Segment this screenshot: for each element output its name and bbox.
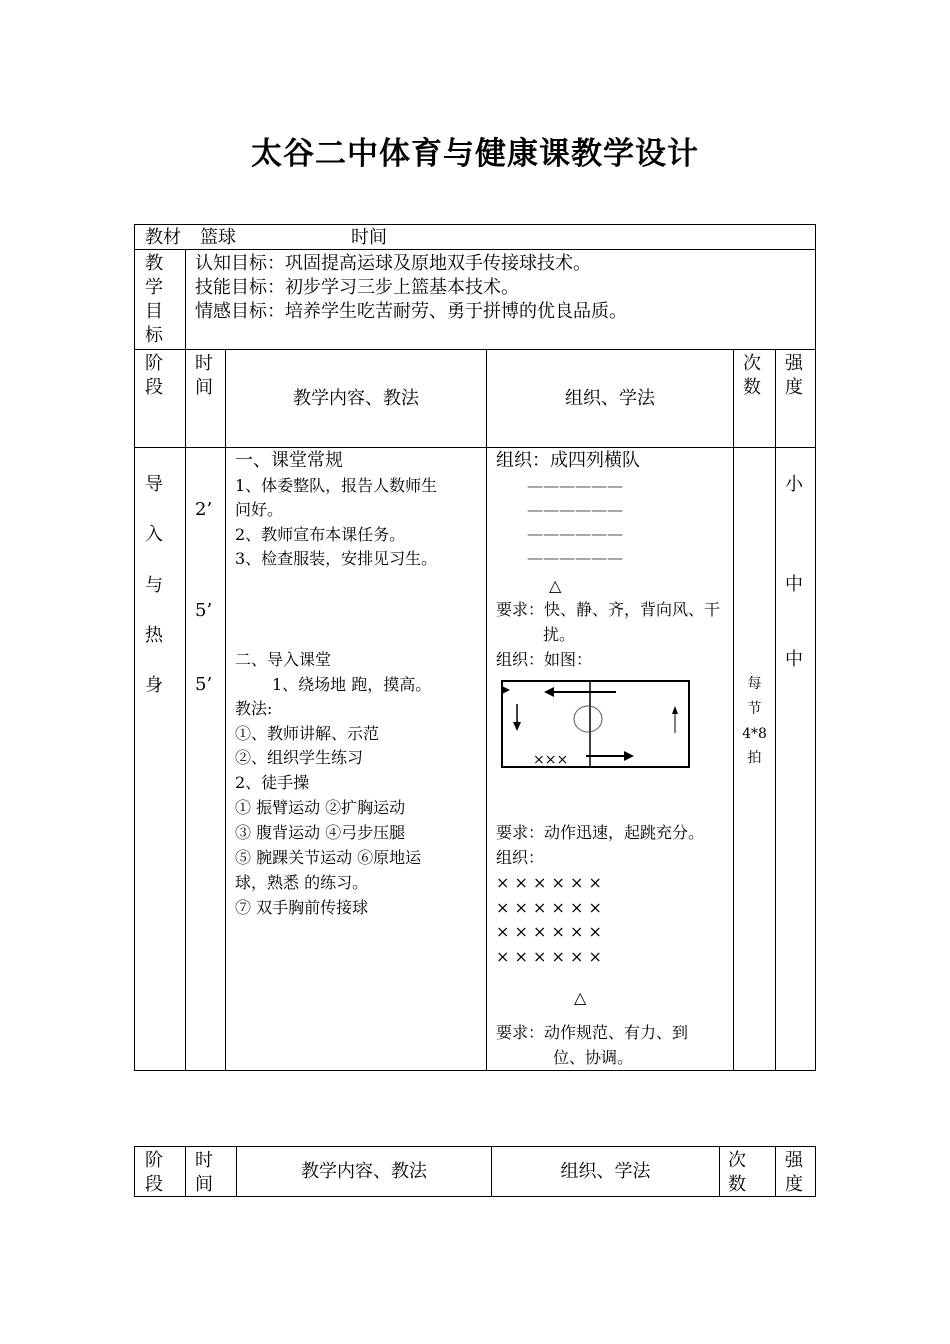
content-line: ⑤ 腕踝关节运动 ⑥原地运 — [235, 848, 422, 867]
time-label: 时间 — [351, 227, 387, 248]
intensity-value-2: 中 — [785, 574, 803, 595]
formation-line: —————— — [527, 548, 623, 567]
t2-intensity-1: 强 — [785, 1150, 803, 1171]
org-requirement-1-cont: 扰。 — [543, 625, 576, 644]
org-requirement-3: 要求：动作规范、有力、到 — [496, 1023, 689, 1042]
objectives-label-1: 教 — [145, 253, 163, 274]
content-line: 教法: — [235, 699, 273, 718]
intensity-value-1: 小 — [785, 474, 803, 495]
stage-char-5: 身 — [145, 675, 163, 696]
objectives-label-2: 学 — [145, 277, 163, 298]
t2-organization: 组织、学法 — [560, 1161, 651, 1182]
content-line: 球，熟悉 的练习。 — [235, 873, 369, 892]
count-line: 4*8 — [742, 726, 767, 742]
org-requirement-2: 要求：动作迅速，起跳充分。 — [496, 823, 705, 842]
col-time-1: 时 — [195, 353, 213, 374]
t2-stage-2: 段 — [145, 1174, 163, 1195]
teacher-triangle-icon: △ — [549, 576, 562, 595]
col-count-2: 数 — [743, 377, 761, 398]
objective-cognitive: 认知目标：巩固提高运球及原地双手传接球技术。 — [195, 253, 591, 274]
objectives-label-3: 目 — [145, 301, 163, 322]
count-line: 拍 — [747, 750, 762, 766]
org-formation-3: 组织： — [496, 848, 545, 867]
formation-line: —————— — [527, 476, 623, 495]
t2-count-1: 次 — [728, 1150, 746, 1171]
content-line: ③ 腹背运动 ④弓步压腿 — [235, 823, 406, 842]
stage-char-3: 与 — [145, 575, 163, 596]
col-stage-2: 段 — [145, 377, 163, 398]
col-content: 教学内容、教法 — [293, 388, 419, 409]
diagram-players: ××× — [533, 752, 569, 768]
col-intensity-1: 强 — [785, 353, 803, 374]
col-stage-1: 阶 — [145, 353, 163, 374]
content-line: 2、教师宣布本课任务。 — [235, 525, 406, 544]
court-diagram — [496, 676, 696, 772]
stage-char-2: 入 — [145, 524, 163, 545]
cross-row: × × × × × × — [496, 947, 602, 966]
content-line: ①、教师讲解、示范 — [235, 724, 380, 743]
t2-count-2: 数 — [728, 1174, 746, 1195]
time-value-2: 5’ — [195, 600, 213, 621]
cross-row: × × × × × × — [496, 898, 602, 917]
org-requirement-1: 要求：快、静、齐，背向风、干 — [496, 600, 721, 619]
content-line: 问好。 — [235, 500, 284, 519]
t2-content: 教学内容、教法 — [301, 1161, 427, 1182]
content-line: 1、绕场地 跑，摸高。 — [272, 675, 432, 694]
material-value: 篮球 — [200, 227, 236, 248]
col-time-2: 间 — [195, 377, 213, 398]
page-title: 太谷二中体育与健康课教学设计 — [251, 136, 699, 172]
t2-time-1: 时 — [195, 1150, 213, 1171]
formation-line: —————— — [527, 500, 623, 519]
content-line: ②、组织学生练习 — [235, 748, 364, 767]
stage-char-1: 导 — [145, 474, 163, 495]
cross-row: × × × × × × — [496, 922, 602, 941]
intensity-value-3: 中 — [785, 649, 803, 670]
count-line: 节 — [747, 701, 762, 717]
cross-row: × × × × × × — [496, 873, 602, 892]
teacher-triangle-icon: △ — [574, 988, 587, 1007]
content-heading-2: 二、导入课堂 — [235, 650, 332, 669]
stage-char-4: 热 — [145, 625, 163, 646]
col-intensity-2: 度 — [785, 377, 803, 398]
content-heading-1: 一、课堂常规 — [235, 450, 343, 471]
org-requirement-3-cont: 位、协调。 — [553, 1048, 634, 1067]
objectives-label-4: 标 — [145, 325, 163, 346]
time-value-1: 2’ — [195, 499, 213, 520]
col-count-1: 次 — [743, 353, 761, 374]
org-diagram-label: 组织：如图： — [496, 650, 593, 669]
content-line: 2、徒手操 — [235, 773, 310, 792]
content-line: 1、体委整队，报告人数师生 — [235, 476, 438, 495]
material-label: 教材 — [145, 227, 181, 248]
objective-affective: 情感目标：培养学生吃苦耐劳、勇于拼博的优良品质。 — [195, 301, 627, 322]
count-line: 每 — [747, 676, 762, 692]
t2-stage-1: 阶 — [145, 1150, 163, 1171]
formation-line: —————— — [527, 524, 623, 543]
time-value-3: 5’ — [195, 674, 213, 695]
content-line: 3、检查服装，安排见习生。 — [235, 549, 438, 568]
objective-skill: 技能目标：初步学习三步上篮基本技术。 — [195, 277, 519, 298]
t2-intensity-2: 度 — [785, 1174, 803, 1195]
col-organization: 组织、学法 — [565, 388, 655, 409]
content-line: ⑦ 双手胸前传接球 — [235, 898, 369, 917]
t2-time-2: 间 — [195, 1174, 213, 1195]
org-formation: 组织：成四列横队 — [496, 450, 640, 471]
content-line: ① 振臂运动 ②扩胸运动 — [235, 798, 406, 817]
